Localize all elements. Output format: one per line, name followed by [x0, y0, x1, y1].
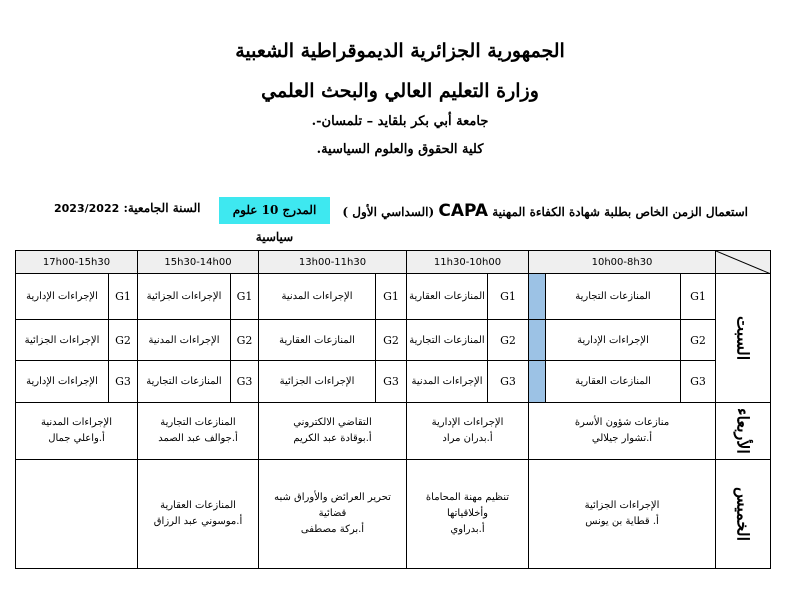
faculty-name: كلية الحقوق والعلوم السياسية. [316, 142, 484, 157]
group-cell [681, 320, 716, 361]
group-cell [109, 274, 138, 320]
republic-title: الجمهورية الجزائرية الديموقراطية الشعبية [235, 40, 565, 62]
group-label: G3 [500, 375, 516, 388]
subject-label: الإجراءات المدنية [148, 334, 220, 346]
group-cell [488, 361, 529, 403]
wednesday-session-cell [529, 403, 716, 460]
year-value: 2023/2022 [54, 202, 120, 215]
session-subject: تحرير العرائض والأوراق شبه قضائية [274, 492, 391, 519]
subject-label: المنازعات العقارية [279, 334, 355, 346]
thursday-session-cell [138, 460, 259, 569]
session-subject: المنازعات التجارية [160, 417, 236, 428]
group-label: G2 [690, 333, 706, 347]
subject-cell [546, 274, 681, 320]
subject-label: الإجراءات الجزائية [24, 334, 100, 346]
subject-cell [16, 320, 109, 361]
wednesday-session-cell [16, 403, 138, 460]
session-subject: المنازعات العقارية [160, 500, 236, 511]
session-subject: تنظيم مهنة المحاماة وأخلاقياتها [425, 492, 510, 519]
subject-cell [407, 274, 488, 320]
group-label: G1 [690, 290, 706, 303]
group-cell [231, 361, 259, 403]
subject-cell [259, 274, 376, 320]
session-subject: التقاضي الالكتروني [293, 417, 372, 428]
session-subject: الإجراءات الجزائية [584, 500, 660, 511]
corner-diagonal [716, 251, 771, 274]
group-cell [376, 320, 407, 361]
session-teacher: أ.واعلي جمال [48, 433, 105, 444]
subject-label: الإجراءات المدنية [411, 376, 483, 387]
session-teacher: أ.بوقادة عبد الكريم [293, 433, 372, 444]
year-label: السنة الجامعية: [123, 201, 201, 215]
group-label: G3 [690, 375, 706, 388]
group-cell [376, 361, 407, 403]
group-label: G1 [500, 290, 516, 303]
thursday-session-cell [259, 460, 407, 569]
subject-label: الإجراءات الجزائية [146, 291, 222, 302]
session-teacher: أ.بدران مراد [442, 433, 493, 444]
subject-label: المنازعات التجارية [409, 334, 485, 346]
subject-label: الإجراءات الإدارية [26, 291, 98, 302]
group-label: G1 [383, 290, 399, 303]
wednesday-session-cell [407, 403, 529, 460]
thursday-session-cell [529, 460, 716, 569]
academic-year [54, 201, 200, 215]
subject-label: الإجراءات المدنية [281, 291, 353, 302]
session-subject: الإجراءات الإدارية [431, 417, 504, 428]
group-label: G2 [500, 333, 516, 347]
subject-cell [138, 320, 231, 361]
time-slot-label: 13h00-11h30 [298, 256, 367, 268]
subject-cell [546, 361, 681, 403]
day-thursday [716, 460, 771, 569]
subject-cell [16, 274, 109, 320]
subject-cell [407, 361, 488, 403]
group-label: G1 [236, 290, 253, 303]
ministry-title: وزارة التعليم العالي والبحث العلمي [261, 80, 539, 102]
group-label: G3 [236, 375, 253, 388]
group-cell [488, 320, 529, 361]
session-teacher: أ.بدراوي [450, 524, 485, 535]
subject-cell [259, 320, 376, 361]
day-label: السبت [733, 315, 753, 361]
group-label: G3 [383, 375, 399, 388]
wednesday-session-cell [259, 403, 407, 460]
blue-spacer-cell [529, 320, 546, 361]
time-header [138, 251, 259, 274]
group-cell [681, 274, 716, 320]
group-cell [681, 361, 716, 403]
subject-label: الإجراءات الإدارية [26, 376, 98, 387]
time-header [259, 251, 407, 274]
group-label: G3 [115, 375, 131, 388]
subject-cell [138, 274, 231, 320]
subject-label: المنازعات العقارية [409, 291, 485, 302]
time-header [529, 251, 716, 274]
wednesday-session-cell [138, 403, 259, 460]
time-slot-label: 17h00-15h30 [42, 256, 111, 268]
group-label: G2 [115, 333, 131, 347]
day-label: الأربعاء [733, 408, 753, 454]
semester-label: (السداسي الأول ) [342, 205, 435, 219]
time-slot-label: 11h30-10h00 [433, 256, 502, 268]
subject-label: المنازعات العقارية [575, 376, 651, 387]
group-label: G2 [236, 333, 253, 347]
subject-label: المنازعات التجارية [575, 291, 651, 302]
session-subject: الإجراءات المدنية [40, 417, 113, 428]
subject-cell [138, 361, 231, 403]
time-header [16, 251, 138, 274]
day-label: الخميس [733, 486, 753, 542]
schedule-title [342, 201, 748, 221]
blue-spacer-cell [529, 361, 546, 403]
subject-label: الإجراءات الجزائية [279, 376, 355, 387]
capa-label: CAPA [438, 201, 489, 221]
group-cell [231, 274, 259, 320]
group-cell [231, 320, 259, 361]
schedule-title-start: استعمال الزمن الخاص بطلبة شهادة الكفاءة المهنية [492, 205, 748, 219]
timetable [15, 250, 771, 569]
hall-label: المدرج 10 علوم سياسية [219, 197, 330, 224]
subject-label: الإجراءات الإدارية [577, 334, 649, 346]
session-teacher: أ.موسوني عبد الرزاق [153, 516, 243, 527]
subject-cell [16, 361, 109, 403]
group-cell [488, 274, 529, 320]
group-cell [109, 361, 138, 403]
time-slot-label: 15h30-14h00 [164, 256, 232, 268]
thursday-session-cell [407, 460, 529, 569]
group-cell [376, 274, 407, 320]
time-header [407, 251, 529, 274]
day-wednesday [716, 403, 771, 460]
time-slot-label: 10h00-8h30 [591, 256, 653, 268]
thursday-session-cell [16, 460, 138, 569]
day-saturday [716, 274, 771, 403]
session-teacher: أ.بركة مصطفى [300, 524, 365, 535]
subject-cell [546, 320, 681, 361]
group-label: G1 [115, 290, 131, 303]
subject-label: المنازعات التجارية [146, 376, 222, 387]
session-teacher: أ. قطاية بن يونس [585, 516, 659, 527]
subject-cell [259, 361, 376, 403]
blue-spacer-cell [529, 274, 546, 320]
university-name: جامعة أبي بكر بلقايد – تلمسان-. [311, 114, 489, 129]
group-label: G2 [383, 333, 399, 347]
subject-cell [407, 320, 488, 361]
session-teacher: أ.تشوار جيلالي [591, 433, 653, 444]
session-subject: منازعات شؤون الأسرة [574, 417, 670, 428]
corner-cell [716, 251, 771, 274]
session-teacher: أ.جوالف عبد الصمد [158, 433, 238, 444]
group-cell [109, 320, 138, 361]
